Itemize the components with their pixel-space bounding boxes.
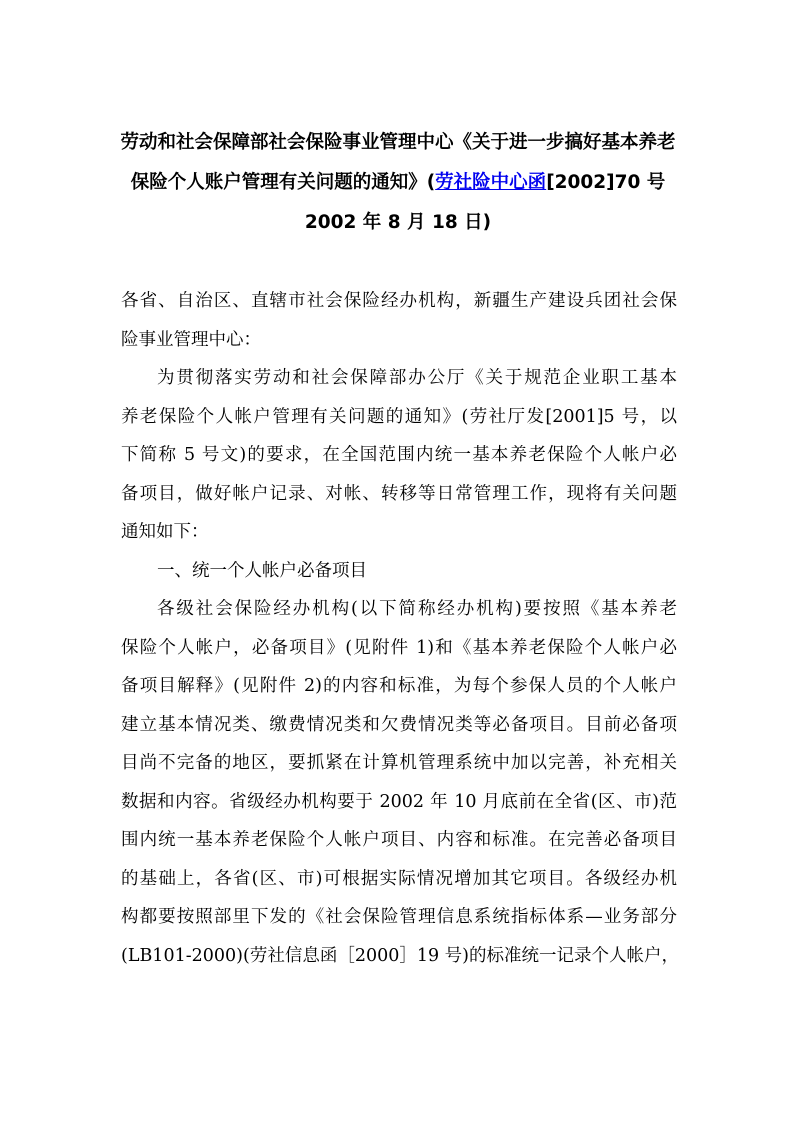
paragraph-2-line: 目尚不完备的地区，要抓紧在计算机管理系统中加以完善，补充相关 (121, 753, 677, 773)
title-date-line: 2002 年 8 月 18 日) (304, 212, 492, 233)
paragraph-2-line: 保险个人帐户，必备项目》(见附件 1)和《基本养老保险个人帐户必 (121, 637, 677, 658)
paragraph-1-line: 为贯彻落实劳动和社会保障部办公厅《关于规范企业职工基本 (157, 368, 677, 388)
paragraph-2-line: 备项目解释》(见附件 2)的内容和标准，为每个参保人员的个人帐户 (121, 676, 677, 696)
document-title (118, 123, 678, 243)
title-line-2-suffix: [2002]70 号 (546, 172, 666, 193)
paragraph-2-line: 各级社会保险经办机构(以下简称经办机构)要按照《基本养老 (157, 599, 677, 619)
title-line-2-prefix: 保险个人账户管理有关问题的通知》( (130, 172, 436, 193)
salutation-line-1: 各省、自治区、直辖市社会保险经办机构，新疆生产建设兵团社会保 (121, 291, 677, 311)
paragraph-2-line: 围内统一基本养老保险个人帐户项目、内容和标准。在完善必备项目 (121, 830, 677, 850)
section-1-heading: 一、统一个人帐户必备项目 (157, 560, 367, 581)
title-line-2 (118, 163, 678, 203)
paragraph-1-line: 下简称 5 号文)的要求，在全国范围内统一基本养老保险个人帐户必 (121, 445, 677, 465)
paragraph-2-line: 的基础上，各省(区、市)可根据实际情况增加其它项目。各级经办机 (121, 868, 677, 889)
document-body (121, 282, 680, 975)
paragraph-2-line: (LB101-2000)(劳社信息函［2000］19 号)的标准统一记录个人帐户， (121, 945, 680, 966)
paragraph-2-line: 建立基本情况类、缴费情况类和欠费情况类等必备项目。目前必备项 (121, 714, 677, 735)
paragraph-1-line: 养老保险个人帐户管理有关问题的通知》(劳社厅发[2001]5 号，以 (121, 406, 677, 427)
paragraph-1-line: 备项目，做好帐户记录、对帐、转移等日常管理工作，现将有关问题 (121, 483, 677, 504)
paragraph-2-line: 数据和内容。省级经办机构要于 2002 年 10 月底前在全省(区、市)范 (121, 791, 677, 812)
document-number-link[interactable]: 劳社险中心函 (435, 172, 547, 193)
paragraph-2-line: 构都要按照部里下发的《社会保险管理信息系统指标体系—业务部分 (121, 907, 677, 927)
salutation-line-2: 险事业管理中心： (121, 329, 261, 350)
title-line-1: 劳动和社会保障部社会保险事业管理中心《关于进一步搞好基本养老 (120, 132, 676, 153)
paragraph-1-line: 通知如下： (121, 522, 209, 542)
